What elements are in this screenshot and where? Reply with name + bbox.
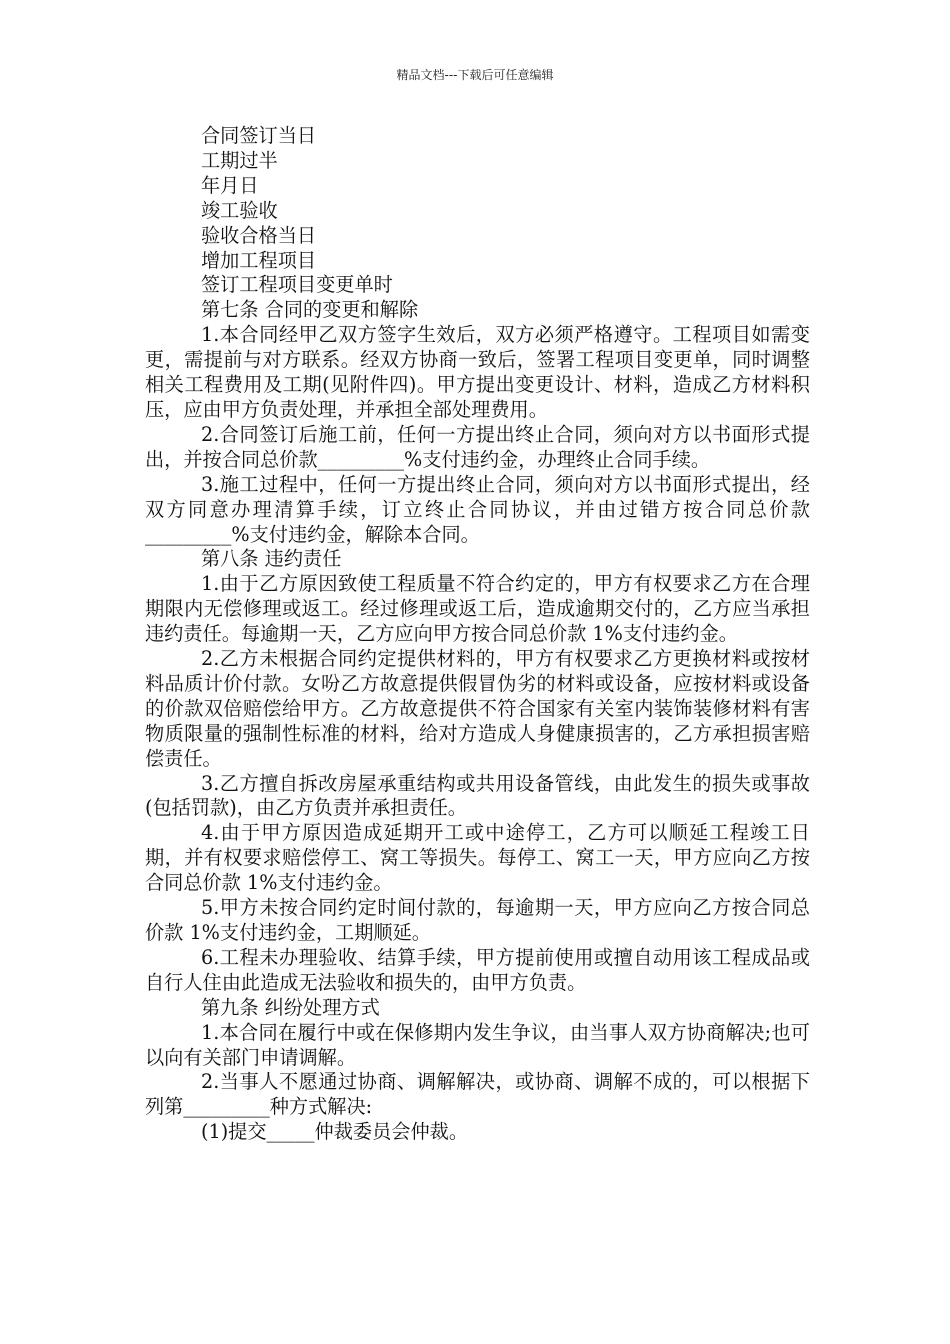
schedule-line: 竣工验收: [201, 198, 278, 222]
page-header: 精品文档---下载后可任意编辑: [396, 68, 554, 82]
article-7-title: 第七条 合同的变更和解除: [201, 298, 419, 322]
article-8-clause-5: 5.甲方未按合同约定时间付款的，每逾期一天，甲方应向乙方按合同总价款 1%支付违约金，工期顺延。: [145, 896, 810, 944]
article-8-title: 第八条 违约责任: [201, 547, 342, 571]
article-8-clause-3: 3.乙方擅自拆改房屋承重结构或共用设备管线，由此发生的损失或事故(包括罚款)，由乙方负责并承担责任。: [145, 771, 810, 820]
schedule-line: 验收合格当日: [201, 223, 317, 247]
article-9-option-1: (1)提交_____仲裁委员会仲裁。: [201, 1120, 469, 1144]
article-8-clause-6: 6.工程未办理验收、结算手续，甲方提前使用或擅自动用该工程成品或自行人住由此造成无法验收和损失的，由甲方负责。: [145, 945, 810, 994]
schedule-line: 工期过半: [201, 148, 278, 172]
article-8-clause-1: 1.由于乙方原因致使工程质量不符合约定的，甲方有权要求乙方在合理期限内无偿修理或返工。经过修理或返工后，造成逾期交付的，乙方应当承担违约责任。每逾期一天，乙方应向甲方按合同总价款 1%支付违约金。: [145, 572, 810, 646]
article-9-title: 第九条 纠纷处理方式: [201, 995, 380, 1019]
article-8-clause-4: 4.由于甲方原因造成延期开工或中途停工，乙方可以顺延工程竣工日期，并有权要求赔偿停工、窝工等损失。每停工、窝工一天，甲方应向乙方按合同总价款 1%支付违约金。: [145, 821, 810, 895]
schedule-line: 签订工程项目变更单时: [201, 273, 393, 297]
article-9-clause-2: 2.当事人不愿通过协商、调解解决，或协商、调解不成的，可以根据下列第_________种方式解决:: [145, 1070, 810, 1119]
article-8-clause-2: 2.乙方未根据合同约定提供材料的，甲方有权要求乙方更换材料或按材料品质计价付款。女吩乙方故意提供假冒伪劣的材料或设备，应按材料或设备的价款双倍赔偿给甲方。乙方故意提供不符合国家有关室内装饰装修材料有害物质限量的强制性标准的材料，给对方造成人身健康损害的，乙方承担损害赔偿责任。: [145, 647, 810, 770]
article-9-clause-1: 1.本合同在履行中或在保修期内发生争议，由当事人双方协商解决;也可以向有关部门申请调解。: [145, 1020, 810, 1069]
document-body: [145, 124, 810, 1145]
schedule-line: 增加工程项目: [201, 248, 317, 272]
article-7-clause-2: 2.合同签订后施工前，任何一方提出终止合同，须向对方以书面形式提出，并按合同总价款_________%支付违约金，办理终止合同手续。: [145, 422, 810, 471]
article-7-clause-1: 1.本合同经甲乙双方签字生效后，双方必须严格遵守。工程项目如需变更，需提前与对方联系。经双方协商一致后，签署工程项目变更单，同时调整相关工程费用及工期(见附件四)。甲方提出变更设计、材料，造成乙方材料积压，应由甲方负责处理，并承担全部处理费用。: [145, 323, 810, 421]
article-7-clause-3: 3.施工过程中，任何一方提出终止合同，须向对方以书面形式提出，经双方同意办理清算手续，订立终止合同协议，并由过错方按合同总价款_________%支付违约金，解除本合同。: [145, 472, 810, 546]
schedule-line: 年月日: [201, 173, 259, 197]
schedule-line: 合同签订当日: [201, 124, 317, 147]
